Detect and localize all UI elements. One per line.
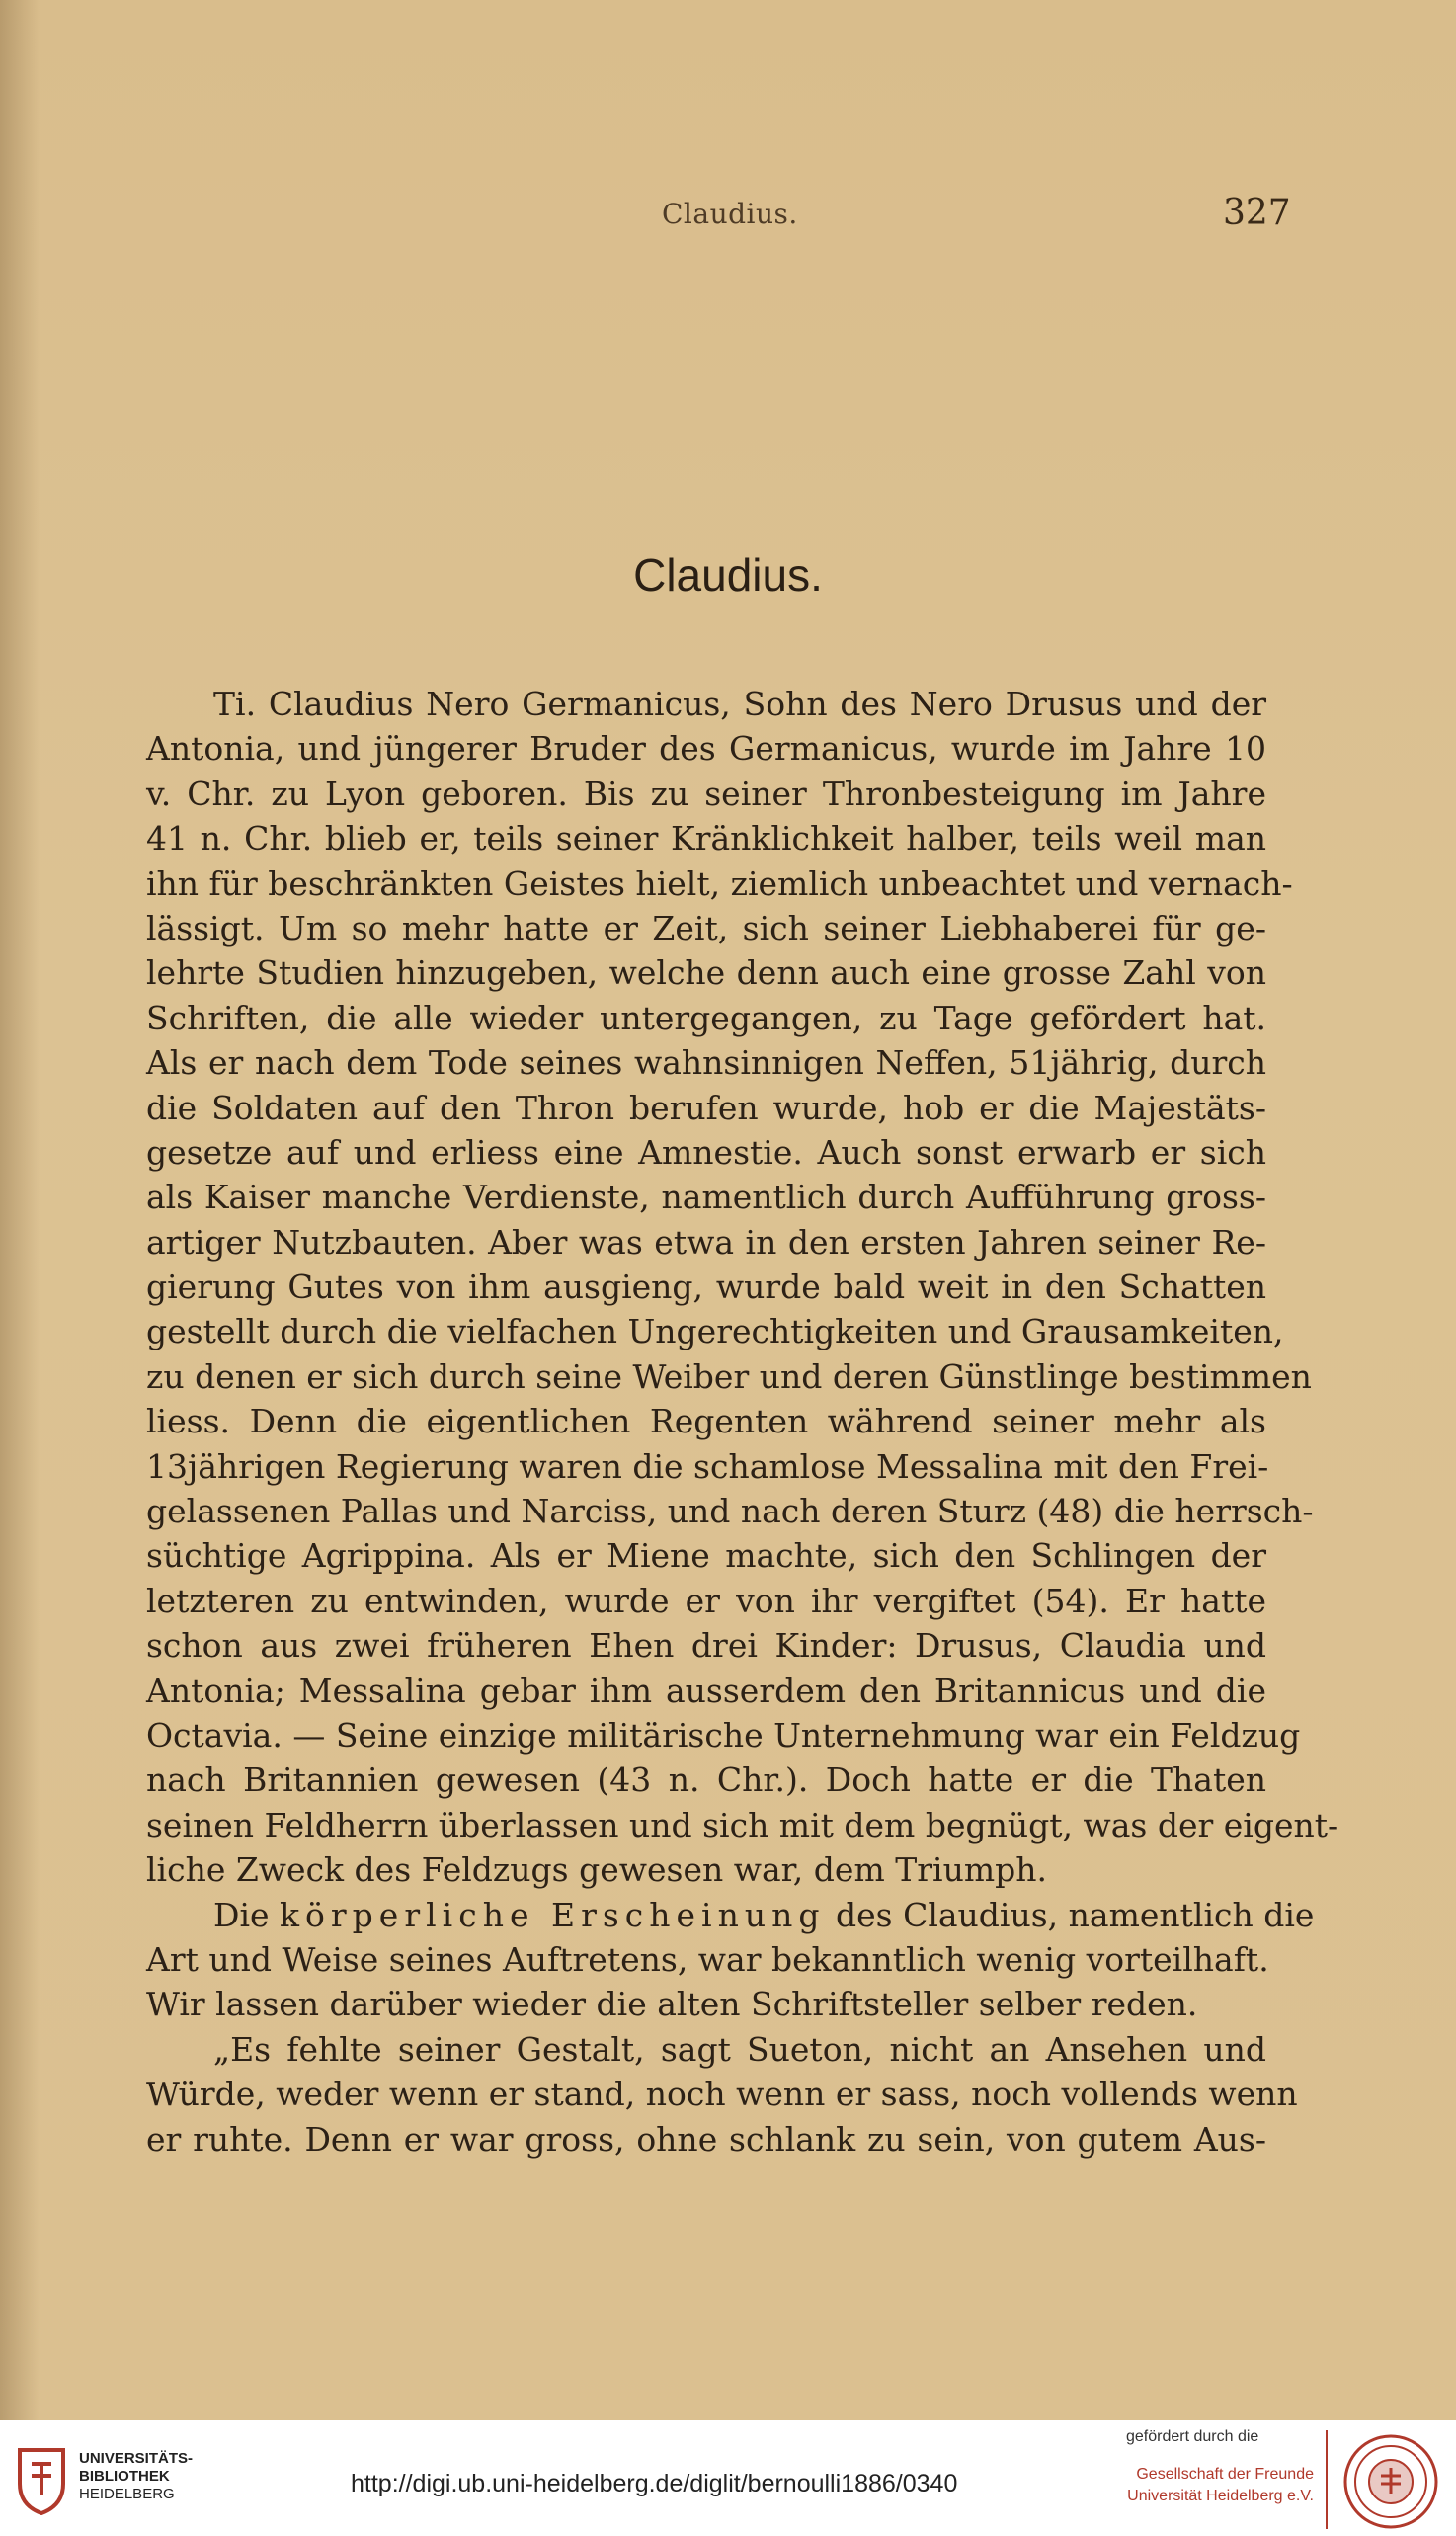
text-line: ihn für beschränkten Geistes hielt, ziemlich unbeachtet und vernach- — [146, 863, 1293, 903]
sponsor-name-line: Gesellschaft der Freunde — [1136, 2466, 1314, 2483]
text-line: 13jährigen Regierung waren die schamlose Messalina mit den Frei- — [146, 1446, 1269, 1486]
library-seal-icon — [14, 2444, 69, 2515]
text-line: nach Britannien gewesen (43 n. Chr.). Doch hatte er die Thaten — [146, 1760, 1266, 1800]
text-line: Ti. Claudius Nero Germanicus, Sohn des Nero Drusus und der — [213, 685, 1266, 723]
text-line: artiger Nutzbauten. Aber was etwa in den ersten Jahren seiner Re- — [146, 1222, 1266, 1262]
text-line: „Es fehlte seiner Gestalt, sagt Sueton, nicht an Ansehen und — [213, 2029, 1266, 2069]
text-line: Art und Weise seines Auftretens, war bekanntlich wenig vorteilhaft. — [146, 1939, 1269, 1979]
text-line: Octavia. — Seine einzige militärische Unternehmung war ein Feldzug — [146, 1715, 1301, 1755]
chapter-title: Claudius. — [633, 549, 823, 601]
library-name — [79, 2450, 193, 2503]
text-line: lehrte Studien hinzugeben, welche denn auch eine grosse Zahl von — [146, 953, 1266, 993]
running-head: Claudius. — [662, 198, 798, 230]
text-word: Die — [213, 1895, 270, 1934]
text-word: des Claudius, namentlich die — [835, 1895, 1315, 1934]
text-line: gelassenen Pallas und Narciss, und nach deren Sturz (48) die herrsch- — [146, 1492, 1314, 1531]
text-line: gestellt durch die vielfachen Ungerechtigkeiten und Grausamkeiten, — [146, 1312, 1284, 1351]
sponsor-divider — [1326, 2430, 1328, 2529]
text-line: Als er nach dem Tode seines wahnsinnigen Neffen, 51jährig, durch — [146, 1043, 1266, 1083]
permalink-url[interactable]: http://digi.ub.uni-heidelberg.de/diglit/bernoulli1886/0340 — [351, 2470, 958, 2497]
text-line: liess. Denn die eigentlichen Regenten während seiner mehr als — [146, 1402, 1266, 1441]
sponsor-label: gefördert durch die — [1126, 2428, 1259, 2445]
text-line: seinen Feldherrn überlassen und sich mit dem begnügt, was der eigent- — [146, 1805, 1339, 1844]
library-name-line: UNIVERSITÄTS- — [79, 2450, 194, 2467]
text-line: als Kaiser manche Verdienste, namentlich durch Aufführung gross- — [146, 1178, 1266, 1217]
text-line: Schriften, die alle wieder untergegangen, zu Tage gefördert hat. — [146, 998, 1266, 1037]
emphasized-phrase: körperliche Erscheinung — [280, 1895, 826, 1934]
text-line: gesetze auf und erliess eine Amnestie. Auch sonst erwarb er sich — [146, 1132, 1266, 1172]
library-name-line: BIBLIOTHEK — [79, 2468, 170, 2485]
text-line: Würde, weder wenn er stand, noch wenn er sass, noch vollends wenn — [146, 2075, 1298, 2114]
text-line: Wir lassen darüber wieder die alten Schriftsteller selber reden. — [146, 1985, 1198, 2024]
text-line: Antonia; Messalina gebar ihm ausserdem den Britannicus und die — [146, 1671, 1266, 1710]
text-line: 41 n. Chr. blieb er, teils seiner Kränklichkeit halber, teils weil man — [146, 819, 1266, 859]
text-line: zu denen er sich durch seine Weiber und deren Günstlinge bestimmen — [146, 1356, 1312, 1396]
sponsor-name — [1126, 2464, 1314, 2507]
text-line: schon aus zwei früheren Ehen drei Kinder: Drusus, Claudia und — [146, 1626, 1266, 1666]
body-text — [146, 682, 1339, 2162]
text-line: gierung Gutes von ihm ausgieng, wurde bald weit in den Schatten — [146, 1268, 1266, 1307]
text-line: v. Chr. zu Lyon geboren. Bis zu seiner Thronbesteigung im Jahre — [146, 774, 1266, 813]
page-number: 327 — [1223, 193, 1291, 233]
text-line: Antonia, und jüngerer Bruder des Germanicus, wurde im Jahre 10 — [146, 729, 1266, 769]
sponsor-name-line: Universität Heidelberg e.V. — [1127, 2488, 1314, 2504]
text-line: süchtige Agrippina. Als er Miene machte, sich den Schlingen der — [146, 1536, 1266, 1576]
text-line — [146, 1893, 1315, 1937]
university-seal-icon — [1341, 2432, 1440, 2531]
text-line: lässigt. Um so mehr hatte er Zeit, sich seiner Liebhaberei für ge- — [146, 908, 1266, 947]
text-line: er ruhte. Denn er war gross, ohne schlank zu sein, von gutem Aus- — [146, 2119, 1266, 2159]
text-line: die Soldaten auf den Thron berufen wurde, hob er die Majestäts- — [146, 1088, 1266, 1127]
text-line: letzteren zu entwinden, wurde er von ihr vergiftet (54). Er hatte — [146, 1581, 1266, 1620]
text-line: liche Zweck des Feldzugs gewesen war, dem Triumph. — [146, 1850, 1047, 1890]
library-name-line: HEIDELBERG — [79, 2486, 175, 2502]
